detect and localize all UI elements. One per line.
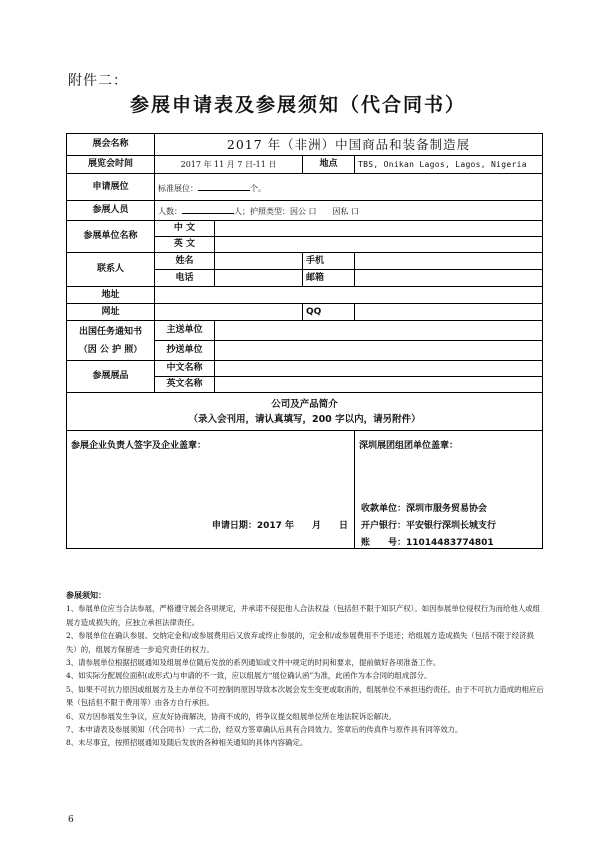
company-cn-label: 中 文 [155,221,215,237]
receiver-name: 收款单位：深圳市服务贸易协会 [361,504,488,514]
note-item: 3、请参展单位根据招展通知及组展单位随后发放的系列通知或文件中规定的时间和要求，提前做好各项准备工作。 [66,658,441,668]
application-form [66,133,543,549]
contact-tel-field[interactable] [215,270,303,287]
exhibits-cn-field[interactable] [215,361,543,377]
staff-prefix: 人数： [158,207,182,216]
venue-value: TBS, Onikan Lagos, Lagos, Nigeria [355,156,543,174]
notes-heading: 参展须知： [66,591,106,600]
applicant-signature-box[interactable] [67,431,355,549]
contact-email-field[interactable] [355,270,543,287]
company-cn-field[interactable] [215,221,543,237]
company-intro-note: （录入会刊用，请认真填写，200 字以内，请另附件） [188,413,421,425]
note-item: 8、未尽事宜，按照招展通知及随后发放的各种相关通知的具体内容确定。 [66,738,308,748]
qq-label: QQ [303,304,355,321]
primary-unit-field[interactable] [215,321,543,341]
note-item: 1、参展单位应当合法参展，严格遵守展会各项规定，并承诺不侵犯他人合法权益（包括但不限于知识产权）。如因参展单位侵权行为而给他人或组展方造成损失的，应独立承担法律责任。 [66,604,541,627]
company-en-field[interactable] [215,237,543,253]
booth-suffix: 个。 [250,183,266,193]
website-field[interactable] [155,304,303,321]
booth-prefix: 标准展位： [158,183,198,193]
mission-notice-label-line1: 出国任务通知书 [78,326,142,337]
booth-field[interactable] [155,174,543,201]
address-field[interactable] [155,287,543,304]
contact-name-label: 姓名 [155,253,215,270]
exhibition-name-value: 2017 年（非洲）中国商品和装备制造展 [155,134,543,156]
cc-unit-field[interactable] [215,341,543,361]
applicant-signature-label: 参展企业负责人签字及企业盖章： [71,441,207,451]
booth-count-blank[interactable] [198,181,250,191]
note-item: 4、如实际分配展位面积(或形式)与申请的不一致，应以组展方“展位确认函”为准，此函作为本合同的组成部分。 [66,671,432,681]
cc-unit-label: 抄送单位 [155,341,215,361]
passport-type-official[interactable]: 人；护照类型：因公 口 [234,207,317,216]
website-label: 网址 [67,304,155,321]
exhibits-label: 参展展品 [67,361,155,393]
application-date: 申请日期：2017 年 月 日 [211,521,348,531]
primary-unit-label: 主送单位 [155,321,215,341]
mission-notice-label [67,321,155,361]
organizer-stamp-label: 深圳展团组团单位盖章： [359,441,459,451]
address-label: 地址 [67,287,155,304]
exhibits-en-label: 英文名称 [155,377,215,393]
mission-notice-label-line2: （因 公 护 照） [78,344,143,355]
passport-type-private[interactable]: 因私 口 [332,207,360,216]
staff-field[interactable] [155,201,543,221]
company-intro-section[interactable] [67,393,543,431]
page-number: 6 [68,815,74,825]
page-title: 参展申请表及参展须知（代合同书） [129,94,466,116]
account-number: 账 号：11014483774801 [361,538,494,548]
contact-name-field[interactable] [215,253,303,270]
booth-label: 申请展位 [67,174,155,201]
qq-field[interactable] [355,304,543,321]
contact-mobile-field[interactable] [355,253,543,270]
venue-label: 地点 [303,156,355,174]
exhibition-time-value: 2017 年 11 月 7 日-11 日 [155,156,303,174]
exhibition-name-label: 展会名称 [67,134,155,156]
contact-tel-label: 电话 [155,270,215,287]
exhibitor-notes [66,589,544,750]
company-name-label: 参展单位名称 [67,221,155,253]
note-item: 2、参展单位在确认参展、交纳定金和/或参展费用后又放弃或终止参展的，定金和/或参展费用不予退还；给组展方造成损失（包括不限于经济损失）的，组展方保留进一步追究责任的权力。 [66,631,534,654]
contact-label: 联系人 [67,253,155,287]
attachment-label: 附件二： [68,73,128,89]
contact-email-label: 邮箱 [303,270,355,287]
company-intro-title: 公司及产品简介 [271,398,338,410]
organizer-stamp-box[interactable] [355,431,543,549]
note-item: 5、如果不可抗力原因或组展方及主办单位不可控制的原因导致本次展会发生变更或取消的，组展单位不承担违约责任。由于不可抗力造成的相应后果（包括但不限于费用等）由各方自行承担。 [66,684,544,708]
exhibits-cn-label: 中文名称 [155,361,215,377]
bank-name: 开户银行：平安银行深圳长城支行 [361,521,497,531]
staff-count-blank[interactable] [182,204,234,214]
contact-mobile-label: 手机 [303,253,355,270]
company-en-label: 英 文 [155,237,215,253]
note-item: 6、双方因参展发生争议，应友好协商解决，协商不成的，将争议提交组展单位所在地法院诉讼解决。 [66,711,396,721]
note-item: 7、本申请表及参展须知（代合同书）一式二份，经双方签章确认后具有合同效力。签章后的传真件与原件具有同等效力。 [66,725,463,735]
staff-label: 参展人员 [67,201,155,221]
exhibits-en-field[interactable] [215,377,543,393]
bank-info [361,501,496,552]
exhibition-time-label: 展览会时间 [67,156,155,174]
